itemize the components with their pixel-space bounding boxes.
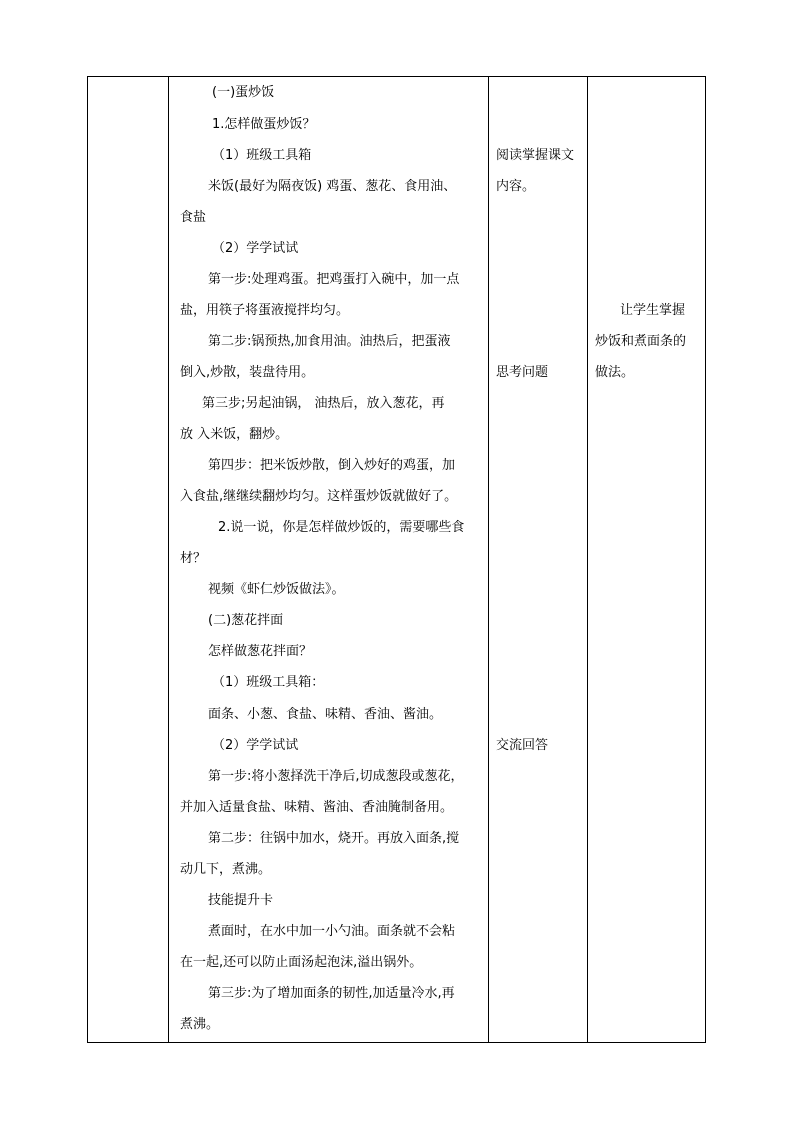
process-line: 1.怎样做蛋炒饭？	[212, 117, 316, 132]
process-line: 放 入米饭，翻炒。	[180, 427, 289, 442]
design-intent-line-3: 做法。	[595, 365, 635, 380]
process-line: (二)葱花拌面	[208, 613, 284, 628]
process-line: 煮沸。	[180, 1017, 220, 1032]
process-line: 并加入适量食盐、味精、酱油、香油腌制备用。	[180, 800, 454, 815]
student-activity-read-1: 阅读掌握课文	[496, 148, 575, 163]
process-line: 动几下，煮沸。	[180, 862, 272, 877]
design-intent-line-2: 炒饭和煮面条的	[595, 334, 687, 349]
process-line: 盐，用筷子将蛋液搅拌均匀。	[180, 303, 350, 318]
process-line: （2）学学试试	[212, 738, 299, 753]
process-line: （1）班级工具箱	[212, 148, 312, 163]
student-activity-read-2: 内容。	[496, 179, 536, 194]
process-line: （2）学学试试	[212, 241, 299, 256]
process-line: 第一步:将小葱择洗干净后,切成葱段或葱花，	[208, 769, 464, 784]
process-line: 第三步:为了增加面条的韧性,加适量冷水,再	[208, 986, 455, 1001]
student-activity-think: 思考问题	[496, 365, 549, 380]
process-line: （1）班级工具箱：	[212, 675, 325, 690]
process-line: 倒入,炒散，装盘待用。	[180, 365, 315, 380]
design-intent-line-1: 让学生掌握	[620, 303, 686, 318]
column-divider	[488, 77, 489, 1042]
process-line: 技能提升卡	[208, 893, 274, 908]
process-line: 煮面时，在水中加一小勺油。面条就不会粘	[208, 924, 456, 939]
process-line: 在一起,还可以防止面汤起泡沫,溢出锅外。	[180, 955, 423, 970]
process-line: 视频《虾仁炒饭做法》。	[208, 582, 345, 597]
process-line: 入食盐,继继续翻炒均匀。这样蛋炒饭就做好了。	[180, 489, 458, 504]
process-line: 第一步:处理鸡蛋。把鸡蛋打入碗中，加一点	[208, 272, 460, 287]
process-line: 食盐	[180, 210, 207, 225]
process-line: 第三步;另起油锅， 油热后，放入葱花，再	[202, 396, 445, 411]
process-line: 第二步:锅预热,加食用油。油热后，把蛋液	[208, 334, 451, 349]
teaching-process-cell	[168, 77, 488, 1042]
process-line: 米饭(最好为隔夜饭) 鸡蛋、葱花、食用油、	[208, 179, 457, 194]
process-line: 2.说一说，你是怎样做炒饭的，需要哪些食	[218, 520, 465, 535]
process-line: 面条、小葱、食盐、味精、香油、酱油。	[208, 707, 443, 722]
process-line: 第二步：往锅中加水，烧开。再放入面条,搅	[208, 831, 460, 846]
process-line: 怎样做葱花拌面？	[208, 644, 313, 659]
column-divider	[587, 77, 588, 1042]
student-activity-discuss: 交流回答	[496, 738, 549, 753]
process-line: 第四步：把米饭炒散，倒入炒好的鸡蛋，加	[208, 458, 456, 473]
lesson-table	[87, 76, 706, 1043]
process-line: 材？	[180, 551, 207, 566]
process-line: (一)蛋炒饭	[212, 85, 275, 100]
